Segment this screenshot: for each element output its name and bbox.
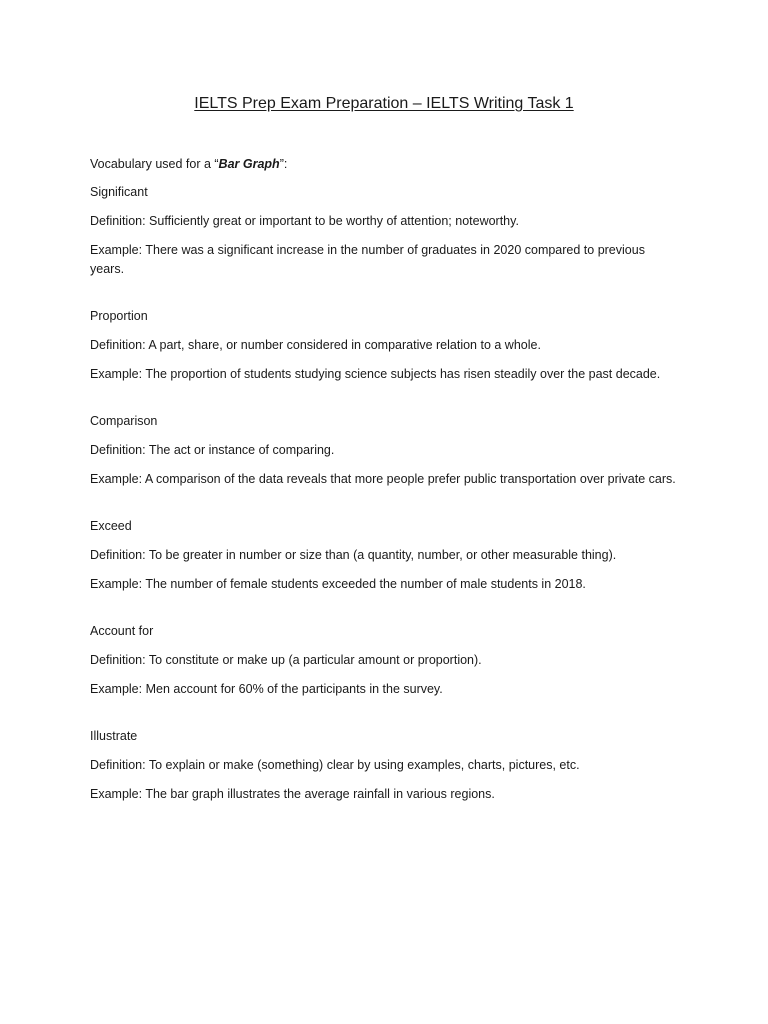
entry-definition: Definition: Sufficiently great or important to be worthy of attention; noteworthy. [90, 214, 519, 228]
vocabulary-entry-comparison [90, 412, 678, 489]
intro-suffix: ”: [279, 157, 288, 171]
entry-example: Example: The proportion of students studying science subjects has risen steadily over the past decade. [90, 367, 661, 381]
entry-term: Exceed [90, 519, 132, 533]
entry-example: Example: A comparison of the data reveals that more people prefer public transportation over private cars. [90, 472, 676, 486]
entry-definition: Definition: To explain or make (something) clear by using examples, charts, pictures, etc. [90, 758, 580, 772]
document-title: IELTS Prep Exam Preparation – IELTS Writing Task 1 [194, 95, 574, 112]
entry-definition: Definition: A part, share, or number considered in comparative relation to a whole. [90, 338, 541, 352]
intro-emphasis: Bar Graph [218, 157, 280, 171]
entry-definition: Definition: The act or instance of comparing. [90, 443, 335, 457]
vocabulary-intro [90, 155, 678, 174]
vocabulary-entry-exceed [90, 517, 678, 594]
vocabulary-entry-illustrate [90, 727, 678, 804]
entry-example: Example: The number of female students exceeded the number of male students in 2018. [90, 577, 586, 591]
vocabulary-entry-proportion [90, 307, 678, 384]
entry-example: Example: There was a significant increase in the number of graduates in 2020 compared to previous years. [90, 243, 645, 276]
entry-term: Proportion [90, 309, 148, 323]
vocabulary-entry-account-for [90, 622, 678, 699]
entry-term: Comparison [90, 414, 158, 428]
entry-example: Example: The bar graph illustrates the average rainfall in various regions. [90, 787, 495, 801]
entry-term: Illustrate [90, 729, 138, 743]
entry-term: Account for [90, 624, 154, 638]
intro-prefix: Vocabulary used for a “ [90, 157, 219, 171]
entry-definition: Definition: To be greater in number or size than (a quantity, number, or other measurable thing). [90, 548, 617, 562]
vocabulary-entry-significant [90, 183, 678, 279]
entry-definition: Definition: To constitute or make up (a particular amount or proportion). [90, 653, 482, 667]
entry-example: Example: Men account for 60% of the participants in the survey. [90, 682, 443, 696]
entry-term: Significant [90, 185, 148, 199]
